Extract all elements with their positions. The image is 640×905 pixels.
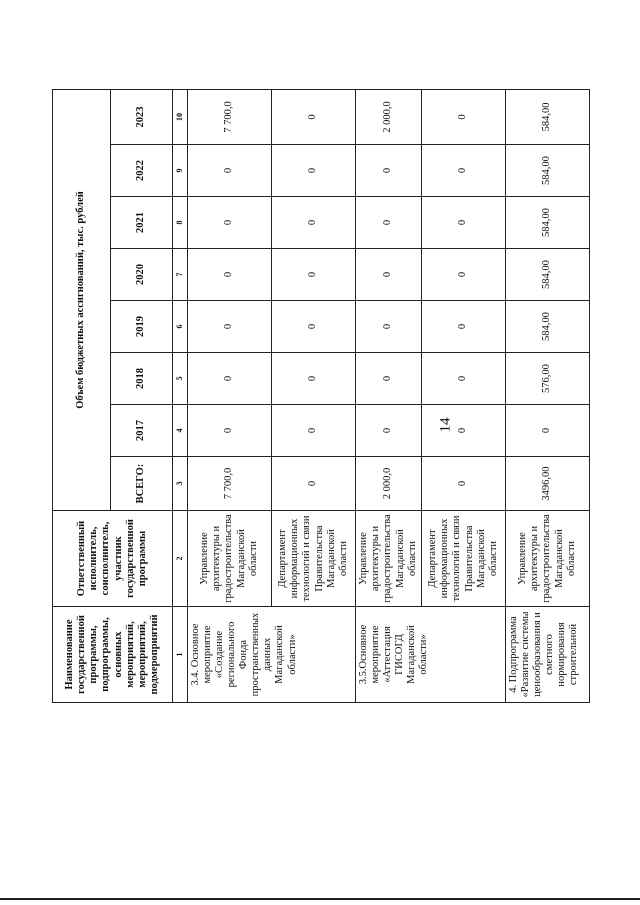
column-index: 4 [173, 405, 188, 457]
header-row-1 [53, 89, 111, 702]
column-index: 6 [173, 301, 188, 353]
column-index: 1 [173, 607, 188, 703]
value-cell: 584,00 [506, 89, 590, 144]
header-year: 2017 [111, 405, 173, 457]
value-cell: 584,00 [506, 145, 590, 197]
value-cell: 0 [188, 197, 272, 249]
header-budget-group: Объем бюджетных ассигнований, тыс. рублей [53, 89, 111, 510]
value-cell: 584,00 [506, 197, 590, 249]
value-cell: 0 [422, 249, 506, 301]
header-year: 2019 [111, 301, 173, 353]
value-cell: 0 [188, 353, 272, 405]
value-cell: 0 [356, 301, 422, 353]
value-cell: 2 000,0 [356, 457, 422, 511]
value-cell: 0 [422, 353, 506, 405]
column-index-row [173, 89, 188, 702]
table-row [506, 89, 590, 702]
header-program-name: Наименование государственной программы, подпрограммы, основных мероприятий, мероприятий, подмероприятий [53, 607, 173, 703]
value-cell: 0 [188, 405, 272, 457]
header-year: 2021 [111, 197, 173, 249]
value-cell: 0 [356, 145, 422, 197]
value-cell: 0 [356, 249, 422, 301]
program-name-cell: 4. Подпрограмма «Развитие системы ценообразования и сметного нормирования строительной [506, 607, 590, 703]
value-cell: 7 700,0 [188, 457, 272, 511]
executor-cell: Управление архитектуры и градостроительства Магаданской области [506, 511, 590, 607]
value-cell: 0 [506, 405, 590, 457]
table-row [356, 89, 422, 702]
value-cell: 2 000,0 [356, 89, 422, 144]
value-cell: 0 [422, 145, 506, 197]
value-cell: 0 [188, 145, 272, 197]
value-cell: 0 [272, 405, 356, 457]
executor-cell: Департамент информационных технологий и связи Правительства Магаданской области [272, 511, 356, 607]
program-name-cell: 3.5.Основное мероприятие «Аттестация ГИСОГД Магаданской области» [356, 607, 506, 703]
value-cell: 0 [188, 301, 272, 353]
bottom-rule [0, 898, 640, 900]
value-cell: 0 [422, 197, 506, 249]
header-executor: Ответственный исполнитель, соисполнитель, участник государственной программы [53, 511, 173, 607]
budget-table [52, 89, 590, 703]
header-year: 2020 [111, 249, 173, 301]
column-index: 3 [173, 457, 188, 511]
value-cell: 0 [422, 301, 506, 353]
value-cell: 3496,00 [506, 457, 590, 511]
value-cell: 0 [356, 197, 422, 249]
value-cell: 0 [422, 457, 506, 511]
column-index: 5 [173, 353, 188, 405]
value-cell: 0 [422, 405, 506, 457]
value-cell: 0 [272, 457, 356, 511]
value-cell: 584,00 [506, 249, 590, 301]
header-year: 2018 [111, 353, 173, 405]
value-cell: 0 [356, 405, 422, 457]
value-cell: 0 [272, 197, 356, 249]
column-index: 2 [173, 511, 188, 607]
value-cell: 584,00 [506, 301, 590, 353]
column-index: 9 [173, 145, 188, 197]
header-year: 2023 [111, 89, 173, 144]
value-cell: 0 [272, 89, 356, 144]
column-index: 10 [173, 89, 188, 144]
value-cell: 0 [356, 353, 422, 405]
column-index: 7 [173, 249, 188, 301]
value-cell: 7 700,0 [188, 89, 272, 144]
table-row [188, 89, 272, 702]
header-year: 2022 [111, 145, 173, 197]
value-cell: 0 [272, 301, 356, 353]
value-cell: 0 [272, 145, 356, 197]
value-cell: 0 [272, 353, 356, 405]
value-cell: 576,00 [506, 353, 590, 405]
executor-cell: Управление архитектуры и градостроительства Магаданской области [356, 511, 422, 607]
program-name-cell: 3.4. Основное мероприятие «Создание регионального Фонда пространственных данных Магаданской области» [188, 607, 356, 703]
page-number: 14 [437, 417, 454, 433]
column-index: 8 [173, 197, 188, 249]
header-total: ВСЕГО: [111, 457, 173, 511]
value-cell: 0 [188, 249, 272, 301]
value-cell: 0 [422, 89, 506, 144]
executor-cell: Департамент информационных технологий и связи Правительства Магаданской области [422, 511, 506, 607]
value-cell: 0 [272, 249, 356, 301]
executor-cell: Управление архитектуры и градостроительства Магаданской области [188, 511, 272, 607]
rotated-table-area [52, 90, 580, 703]
